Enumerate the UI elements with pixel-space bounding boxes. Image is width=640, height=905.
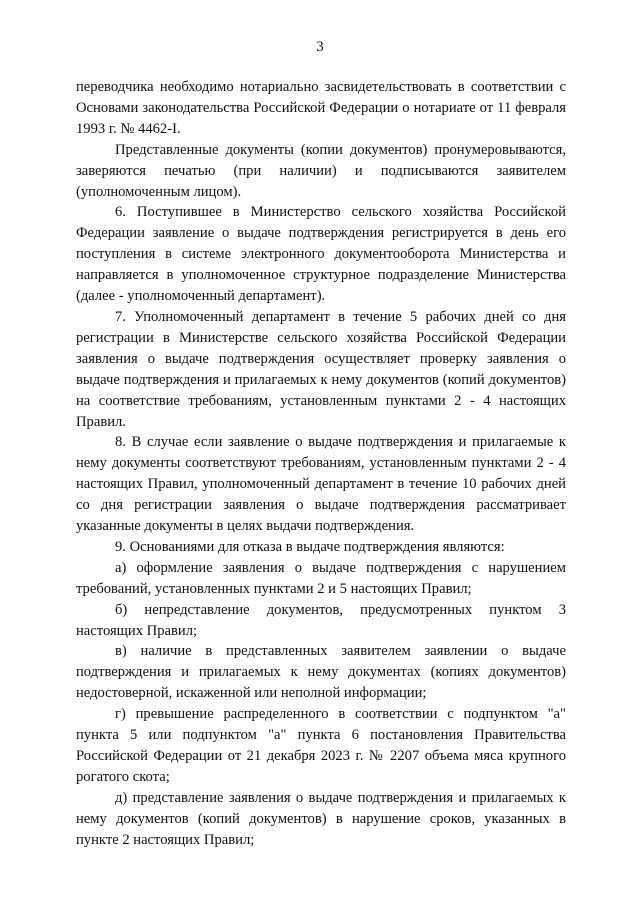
paragraph-subitem-g: г) превышение распределенного в соответствии с подпунктом "а" пункта 5 или подпунктом "а" пункта 6 постановления Правительства Российской Федерации от 21 декабря 2023 г. № 2207 объема мяса крупного рогатого скота; [76,706,566,785]
paragraph-subitem-a: а) оформление заявления о выдаче подтверждения с нарушением требований, установленных пунктами 2 и 5 настоящих Правил; [76,559,566,597]
document-body [76,77,566,851]
paragraph-item-6: 6. Поступившее в Министерство сельского хозяйства Российской Федерации заявление о выдаче подтверждения регистрируется в день его поступления в системе электронного документооборота Министерства и направляется в уполномоченное структурное подразделение Министерства (далее - уполномоченный департамент). [76,204,566,305]
page-number: 3 [316,39,324,55]
paragraph-item-9: 9. Основаниями для отказа в выдаче подтверждения являются: [115,538,505,555]
paragraph-subitem-d: д) представление заявления о выдаче подтверждения и прилагаемых к нему документов (копий документов) в нарушение сроков, указанных в пункте 2 настоящих Правил; [76,789,566,848]
paragraph-item-8: 8. В случае если заявление о выдаче подтверждения и прилагаемые к нему документы соответствуют требованиям, установленным пунктами 2 - 4 настоящих Правил, уполномоченный департамент в течение 10 рабочих дней со дня регистрации заявления о выдаче подтверждения рассматривает указанные документы в целях выдачи подтверждения. [76,434,566,535]
paragraph-item-7: 7. Уполномоченный департамент в течение 5 рабочих дней со дня регистрации в Министерстве сельского хозяйства Российской Федерации заявления о выдаче подтверждения осуществляет проверку заявления о выдаче подтверждения и прилагаемых к нему документов (копий документов) на соответствие требованиям, установленным пунктами 2 - 4 настоящих Правил. [76,308,566,430]
paragraph-notary-continuation: переводчика необходимо нотариально засвидетельствовать в соответствии с Основами законодательства Российской Федерации о нотариате от 11 февраля 1993 г. № 4462-I. [76,79,566,137]
paragraph-subitem-v: в) наличие в представленных заявителем заявлении о выдаче подтверждения и прилагаемых к нему документах (копиях документов) недостоверной, искаженной или неполной информации; [76,643,566,702]
paragraph-subitem-b: б) непредставление документов, предусмотренных пунктом 3 настоящих Правил; [76,601,566,639]
paragraph-documents-numbering: Представленные документы (копии документов) пронумеровываются, заверяются печатью (при наличии) и подписываются заявителем (уполномоченным лицом). [76,141,566,200]
